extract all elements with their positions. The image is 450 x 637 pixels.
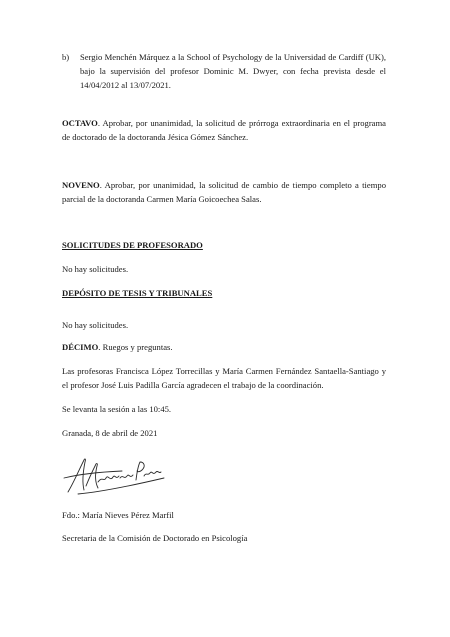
- solicitudes-heading: SOLICITUDES DE PROFESORADO: [62, 240, 203, 250]
- octavo-text: . Aprobar, por unanimidad, la solicitud de prórroga extraordinaria en el programa de doctorado de la doctoranda Jésica Gómez Sánchez.: [62, 118, 386, 143]
- deposito-heading: DEPÓSITO DE TESIS Y TRIBUNALES: [62, 288, 213, 298]
- decimo-text: . Ruegos y preguntas.: [98, 342, 173, 352]
- closing-line: Se levanta la sesión a las 10:45.: [62, 404, 172, 414]
- decimo-label: DÉCIMO: [62, 342, 99, 352]
- noveno-paragraph: [62, 178, 386, 206]
- signer-line: Fdo.: María Nieves Pérez Marfil: [62, 510, 174, 520]
- noveno-text: . Aprobar, por unanimidad, la solicitud de cambio de tiempo completo a tiempo parcial de la doctoranda Carmen María Goicoechea Salas.: [62, 180, 386, 205]
- octavo-label: OCTAVO: [62, 118, 98, 128]
- noveno-label: NOVENO: [62, 180, 100, 190]
- list-item-b: [62, 50, 386, 93]
- deposito-text: No hay solicitudes.: [62, 320, 129, 330]
- role-line: Secretaria de la Comisión de Doctorado en Psicología: [62, 533, 248, 543]
- list-item-marker: b): [62, 52, 70, 62]
- decimo-paragraph: [62, 340, 386, 354]
- handwritten-signature: [60, 452, 170, 500]
- place-date: Granada, 8 de abril de 2021: [62, 428, 158, 438]
- thanks-paragraph: Las profesoras Francisca López Torrecillas y María Carmen Fernández Santaella-Santiago y el profesor José Luis Padilla García agradecen el trabajo de la coordinación.: [62, 366, 386, 391]
- list-item-text: Sergio Menchén Márquez a la School of Psychology de la Universidad de Cardiff (UK), bajo la supervisión del profesor Dominic M. Dwyer, con fecha prevista desde el 14/04/2012 al 13/07/2021.: [80, 52, 386, 91]
- octavo-paragraph: [62, 116, 386, 144]
- solicitudes-text: No hay solicitudes.: [62, 264, 129, 274]
